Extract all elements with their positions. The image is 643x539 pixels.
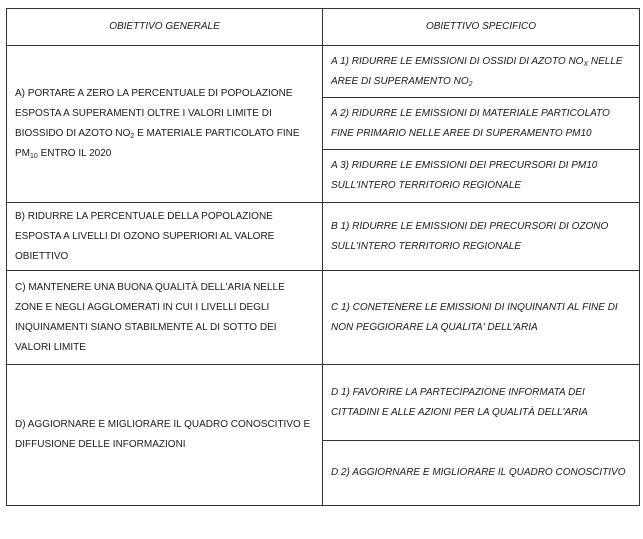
specific-objective-a1	[323, 46, 640, 98]
header-specific: OBIETTIVO SPECIFICO	[323, 9, 640, 46]
specific-objective-d1: D 1) FAVORIRE LA PARTECIPAZIONE INFORMATA DEI CITTADINI E ALLE AZIONI PER LA QUALITÀ DELL'ARIA	[323, 365, 640, 441]
table-row-b1	[7, 203, 640, 271]
general-objective-d: D) AGGIORNARE E MIGLIORARE IL QUADRO CONOSCITIVO E DIFFUSIONE DELLE INFORMAZIONI	[7, 365, 323, 506]
general-a-sub-1: 2	[130, 133, 135, 140]
general-a-text-3: ENTRO IL 2020	[37, 148, 112, 159]
specific-a1-sub-2: 2	[468, 80, 473, 88]
general-a-sub-2: 10	[30, 153, 38, 160]
table-header-row	[7, 9, 640, 46]
specific-a1-sub-1: X	[583, 60, 589, 68]
specific-objective-b1: B 1) RIDURRE LE EMISSIONI DEI PRECURSORI DI OZONO SULL'INTERO TERRITORIO REGIONALE	[323, 203, 640, 271]
general-a-text-1: A) PORTARE A ZERO LA PERCENTUALE DI POPOLAZIONE ESPOSTA A SUPERAMENTI OLTRE I VALORI LIMITE DI BIOSSIDO DI AZOTO NO	[15, 88, 293, 139]
general-objective-a	[7, 46, 323, 203]
table-row-a1	[7, 46, 640, 98]
objectives-table	[6, 8, 640, 506]
specific-objective-c1: C 1) CONETENERE LE EMISSIONI DI INQUINANTI AL FINE DI NON PEGGIORARE LA QUALITA' DELL'ARIA	[323, 271, 640, 365]
header-general: OBIETTIVO GENERALE	[7, 9, 323, 46]
specific-a1-text-1: A 1) RIDURRE LE EMISSIONI DI OSSIDI DI AZOTO NO	[331, 55, 584, 67]
general-a-text-2: E MATERIALE PARTICOLATO FINE PM	[15, 128, 300, 159]
specific-objective-d2: D 2) AGGIORNARE E MIGLIORARE IL QUADRO CONOSCITIVO	[323, 441, 640, 506]
table-row-d1	[7, 365, 640, 441]
specific-objective-a3: A 3) RIDURRE LE EMISSIONI DEI PRECURSORI DI PM10 SULL'INTERO TERRITORIO REGIONALE	[323, 150, 640, 203]
table-row-c1	[7, 271, 640, 365]
general-objective-b: B) RIDURRE LA PERCENTUALE DELLA POPOLAZIONE ESPOSTA A LIVELLI DI OZONO SUPERIORI AL VALORE OBIETTIVO	[7, 203, 323, 271]
general-objective-c: C) MANTENERE UNA BUONA QUALITÀ DELL'ARIA NELLE ZONE E NEGLI AGGLOMERATI IN CUI I LIVELLI DEGLI INQUINAMENTI SIANO STABILMENTE AL DI SOTTO DEI VALORI LIMITE	[7, 271, 323, 365]
specific-a1-text-2: NELLE AREE DI SUPERAMENTO NO	[331, 55, 623, 87]
specific-objective-a2: A 2) RIDURRE LE EMISSIONI DI MATERIALE PARTICOLATO FINE PRIMARIO NELLE AREE DI SUPERAMENTO PM10	[323, 98, 640, 150]
